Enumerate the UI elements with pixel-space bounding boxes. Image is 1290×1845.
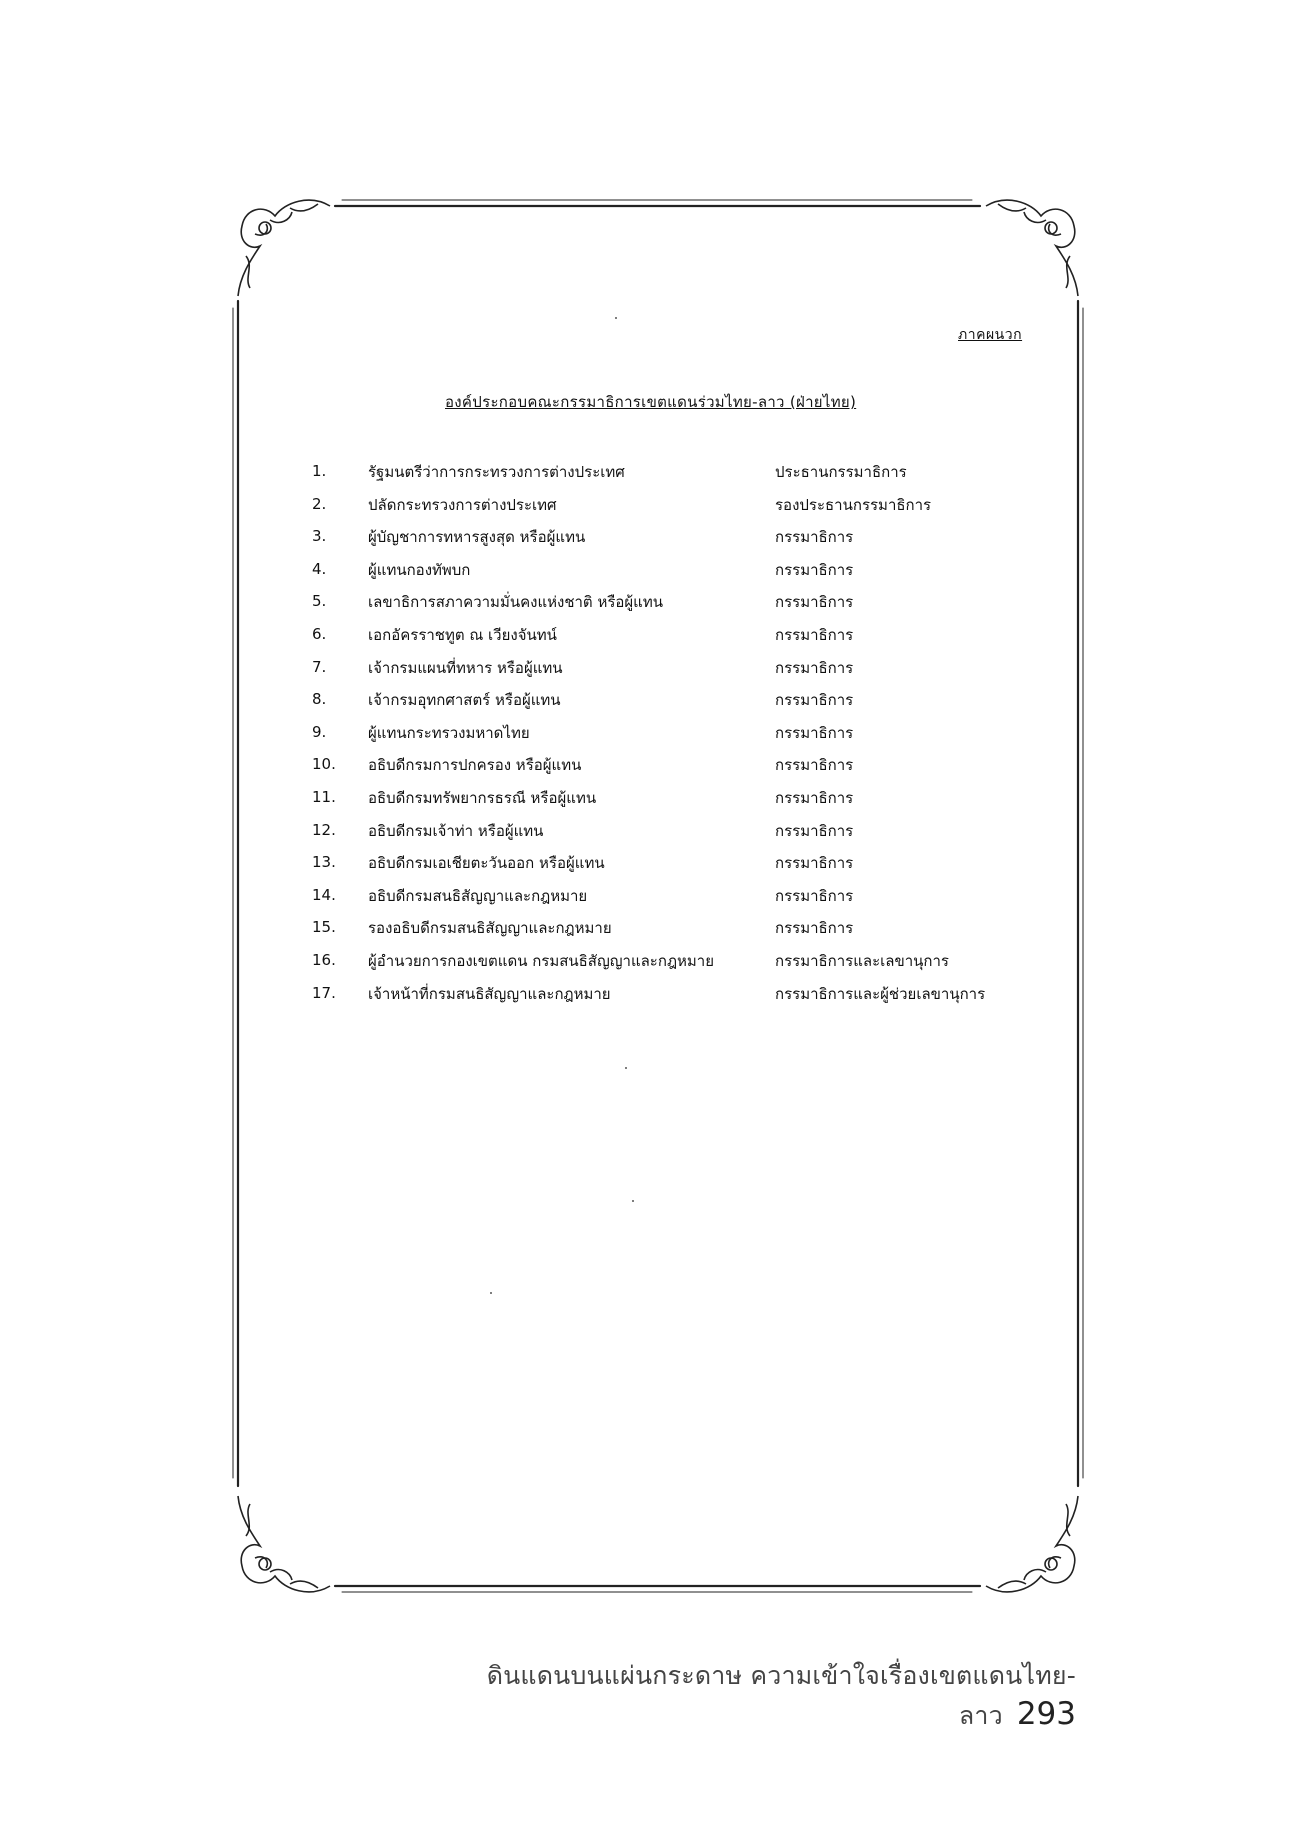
member-role: กรรมาธิการ <box>775 723 854 742</box>
member-role: กรรมาธิการ <box>775 788 854 807</box>
list-item <box>300 456 1040 489</box>
item-number: 3. <box>312 527 327 546</box>
member-role: กรรมาธิการ <box>775 593 854 612</box>
list-item <box>300 782 1040 815</box>
appendix-label: ภาคผนวก <box>958 327 1023 343</box>
member-position: ผู้แทนกองทัพบก <box>368 560 471 579</box>
list-item <box>300 847 1040 880</box>
member-role: กรรมาธิการ <box>775 821 854 840</box>
member-position: รัฐมนตรีว่าการกระทรวงการต่างประเทศ <box>368 463 625 481</box>
member-role: กรรมาธิการ <box>775 886 854 905</box>
list-item <box>300 815 1040 848</box>
list-item <box>300 945 1040 978</box>
member-role: กรรมาธิการ <box>775 625 854 644</box>
list-item <box>300 684 1040 717</box>
item-number: 16. <box>312 950 336 969</box>
page-footer <box>400 1656 1076 1736</box>
member-role: กรรมาธิการและผู้ช่วยเลขานุการ <box>775 984 986 1003</box>
member-role: ประธานกรรมาธิการ <box>775 463 907 481</box>
document-title: องค์ประกอบคณะกรรมาธิการเขตแดนร่วมไทย-ลาว (ฝ่ายไทย) <box>445 393 857 411</box>
member-position: รองอธิบดีกรมสนธิสัญญาและกฎหมาย <box>368 919 612 938</box>
member-position: ผู้บัญชาการทหารสูงสุด หรือผู้แทน <box>368 528 586 547</box>
list-item <box>300 912 1040 945</box>
list-item <box>300 749 1040 782</box>
item-number: 1. <box>312 462 327 480</box>
member-role: กรรมาธิการ <box>775 854 854 873</box>
member-position: อธิบดีกรมสนธิสัญญาและกฎหมาย <box>368 886 588 905</box>
member-position: อธิบดีกรมทรัพยากรธรณี หรือผู้แทน <box>368 788 597 807</box>
page-number: 293 <box>1016 1696 1076 1732</box>
item-number: 11. <box>312 787 336 806</box>
member-role: กรรมาธิการ <box>775 691 854 710</box>
item-number: 2. <box>312 494 327 513</box>
member-role: กรรมาธิการ <box>775 658 854 677</box>
item-number: 10. <box>312 755 336 774</box>
member-role: กรรมาธิการ <box>775 528 854 547</box>
list-item <box>300 554 1040 587</box>
member-position: ปลัดกระทรวงการต่างประเทศ <box>368 495 557 514</box>
member-position: เลขาธิการสภาความมั่นคงแห่งชาติ หรือผู้แทน <box>368 593 663 612</box>
item-number: 7. <box>312 657 327 676</box>
item-number: 5. <box>312 592 327 611</box>
list-item <box>300 880 1040 913</box>
member-position: อธิบดีกรมการปกครอง หรือผู้แทน <box>368 756 582 775</box>
scan-speck <box>632 1200 634 1202</box>
item-number: 4. <box>312 559 327 578</box>
member-role: กรรมาธิการ <box>775 919 854 938</box>
list-item <box>300 652 1040 685</box>
member-position: อธิบดีกรมเจ้าท่า หรือผู้แทน <box>368 821 544 840</box>
member-role: กรรมาธิการ <box>775 560 854 579</box>
item-number: 9. <box>312 722 327 741</box>
item-number: 14. <box>312 885 336 904</box>
book-title: ดินแดนบนแผ่นกระดาษ ความเข้าใจเรื่องเขตแดนไทย-ลาว <box>486 1661 1076 1730</box>
item-number: 17. <box>312 983 336 1002</box>
list-item <box>300 978 1040 1011</box>
member-position: ผู้อำนวยการกองเขตแดน กรมสนธิสัญญาและกฎหมาย <box>368 951 715 970</box>
scan-speck <box>490 1292 492 1294</box>
item-number: 6. <box>312 624 327 643</box>
list-item <box>300 521 1040 554</box>
item-number: 13. <box>312 853 336 872</box>
list-item <box>300 717 1040 750</box>
member-position: เอกอัครราชทูต ณ เวียงจันทน์ <box>368 625 557 644</box>
scan-speck <box>625 1067 627 1069</box>
list-item <box>300 619 1040 652</box>
member-list <box>300 456 1040 1010</box>
member-role: รองประธานกรรมาธิการ <box>775 495 932 514</box>
member-position: เจ้ากรมอุทกศาสตร์ หรือผู้แทน <box>368 691 561 710</box>
member-position: เจ้าหน้าที่กรมสนธิสัญญาและกฎหมาย <box>368 984 611 1003</box>
member-position: ผู้แทนกระทรวงมหาดไทย <box>368 723 530 742</box>
scan-speck <box>615 317 617 319</box>
member-role: กรรมาธิการและเลขานุการ <box>775 951 949 970</box>
item-number: 8. <box>312 690 327 709</box>
list-item <box>300 586 1040 619</box>
list-item <box>300 489 1040 522</box>
member-position: อธิบดีกรมเอเชียตะวันออก หรือผู้แทน <box>368 854 605 873</box>
member-position: เจ้ากรมแผนที่ทหาร หรือผู้แทน <box>368 658 563 677</box>
item-number: 15. <box>312 918 336 937</box>
item-number: 12. <box>312 820 336 839</box>
member-role: กรรมาธิการ <box>775 756 854 775</box>
